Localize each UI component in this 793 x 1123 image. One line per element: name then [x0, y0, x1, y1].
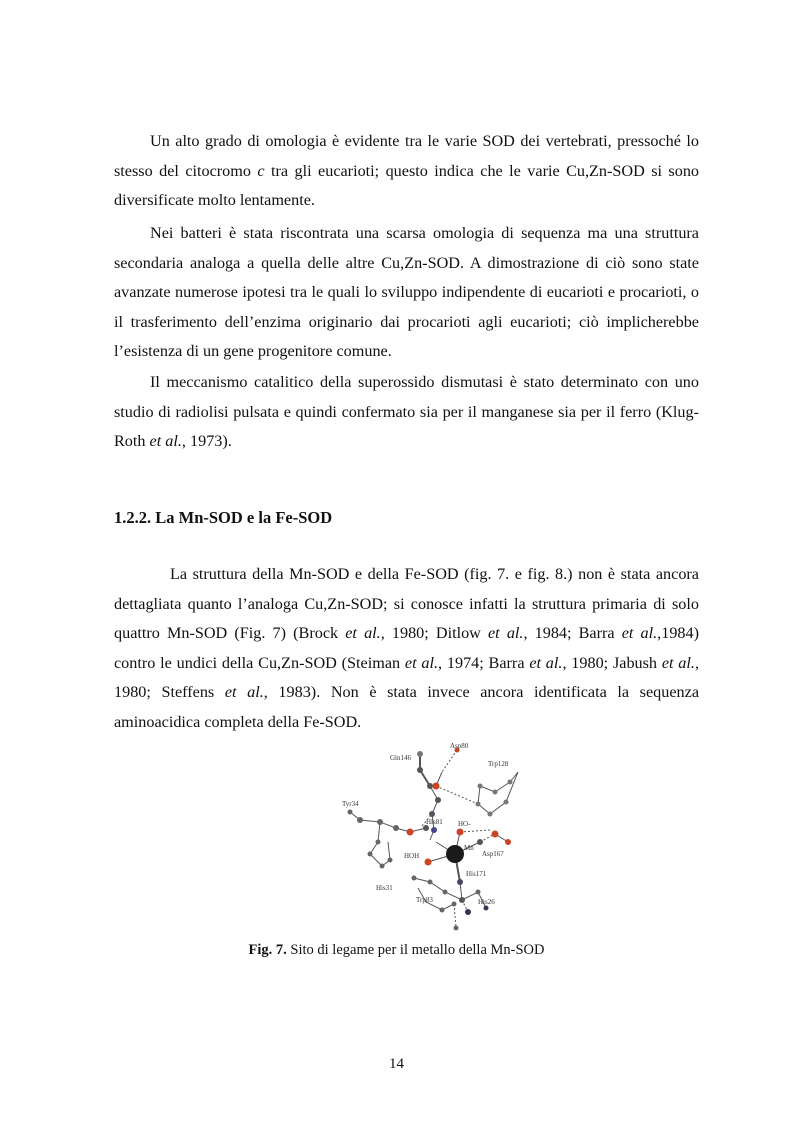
- residue-labels: [342, 742, 509, 906]
- paragraph-text: , 1980; Steffens: [114, 653, 699, 701]
- italic-text: et al.: [621, 624, 658, 642]
- caption-label: Fig. 7.: [248, 942, 287, 958]
- label-asp80: Asp80: [450, 742, 469, 750]
- paragraph-batteri: Nei batteri è stata riscontrata una scarsa omologia di sequenza ma una struttura secondaria analoga a quella delle altre Cu,Zn-SOD. A dimostrazione di ciò sono state avanzate numerose ipotesi tra le quali lo sviluppo indipendente di eucarioti e procarioti, o il trasferimento dell’enzima originario dai procarioti agli eucarioti; ciò implicherebbe l’esistenza di un gene progenitore comune.: [114, 224, 699, 360]
- italic-text: et al.: [404, 653, 439, 672]
- label-his171: His171: [466, 870, 487, 878]
- label-mn: Mn: [464, 844, 474, 852]
- paragraph-text: , 1973).: [181, 432, 232, 450]
- label-trp83: Trp83: [416, 896, 433, 904]
- section-heading: 1.2.2. La Mn-SOD e la Fe-SOD: [114, 508, 333, 527]
- paragraph-text: Il meccanismo catalitico della superossido dismutasi è stato determinato con uno studio di radiolisi pulsata e quindi confermato sia per il manganese sia per il ferro (Klug-Roth: [114, 373, 699, 450]
- paragraph-struttura: [114, 560, 699, 737]
- paragraph-text: , 1984; Barra: [523, 624, 622, 642]
- label-gln146: Gln146: [390, 754, 411, 762]
- figure-caption: [0, 942, 793, 959]
- caption-text: Sito di legame per il metallo della Mn-SOD: [286, 942, 545, 958]
- paragraph-text: tra gli eucarioti; questo indica che le varie Cu,Zn-SOD si sono diversificate molto lentamente.: [114, 161, 700, 209]
- italic-text: et al.: [224, 683, 264, 701]
- label-asp167: Asp167: [482, 850, 504, 858]
- paragraph-text: Un alto grado di omologia è evidente tra le varie SOD dei vertebrati, pressoché lo stesso del citocromo: [114, 132, 699, 180]
- paragraph-text: ,1984) contro le undici della Cu,Zn-SOD (Steiman: [114, 624, 699, 672]
- paragraph-text: , 1974; Barra: [438, 653, 530, 672]
- label-his26: His26: [478, 898, 495, 906]
- label-his81: His81: [426, 818, 443, 826]
- label-his31: His31: [376, 884, 393, 892]
- paragraph-text: La struttura della Mn-SOD e della Fe-SOD (fig. 7. e fig. 8.) non è stata ancora dettagliata quanto l’analoga Cu,Zn-SOD; si conosce infatti la struttura primaria di solo quattro Mn-SOD (Fig. 7) (Brock: [114, 565, 699, 642]
- paragraph-omologia: [114, 127, 699, 216]
- page-number: 14: [389, 1056, 404, 1072]
- italic-text: et al.: [488, 624, 524, 642]
- italic-text: c: [257, 161, 265, 180]
- label-hoh: HOH: [404, 852, 420, 860]
- label-ho: HO-: [458, 820, 471, 828]
- paragraph-text: , 1980; Ditlow: [380, 624, 488, 642]
- paragraph-text: , 1980; Jabush: [562, 653, 662, 672]
- paragraph-text: , 1983). Non è stata invece ancora identificata la sequenza aminoacidica completa della Fe-SOD.: [114, 683, 700, 731]
- italic-text: et al.: [149, 432, 182, 450]
- italic-text: et al.: [529, 653, 563, 672]
- italic-text: et al.: [345, 624, 381, 642]
- label-trp128: Trp128: [488, 760, 509, 768]
- label-tyr34: Tyr34: [342, 800, 359, 808]
- italic-text: et al.: [661, 653, 695, 672]
- paragraph-meccanismo: [114, 368, 699, 457]
- mn-sod-binding-site-figure: [330, 742, 530, 932]
